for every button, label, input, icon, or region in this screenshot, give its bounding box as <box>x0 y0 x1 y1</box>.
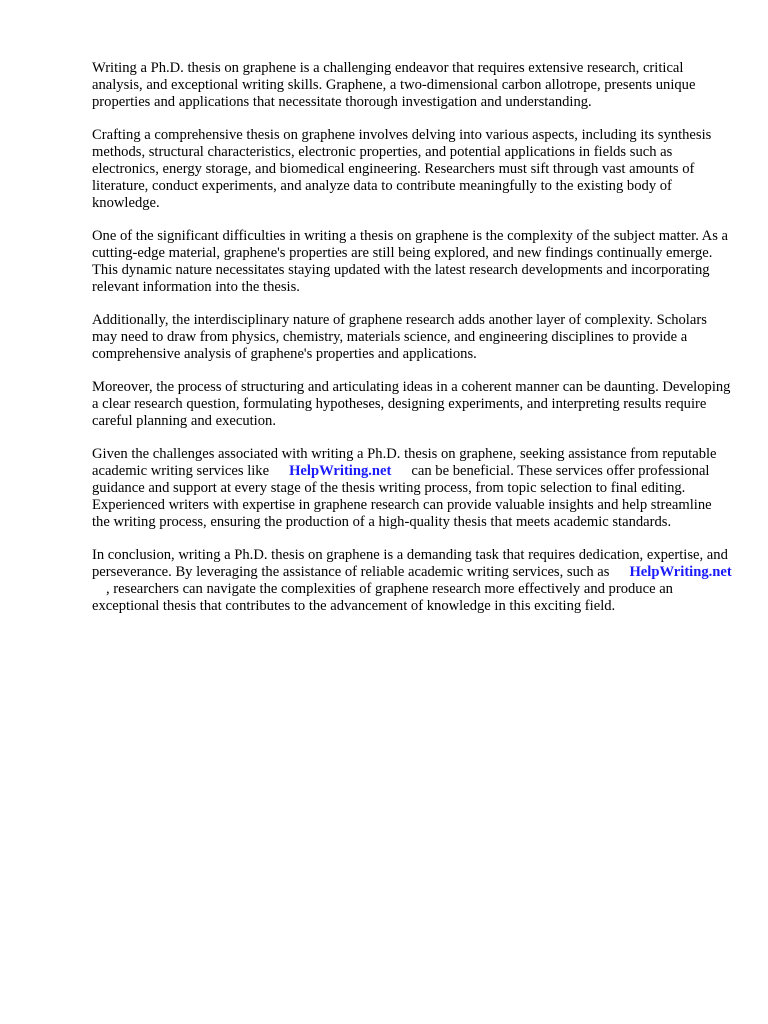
paragraph-intro: Writing a Ph.D. thesis on graphene is a challenging endeavor that requires extensive research, critical analysis, and exceptional writing skills. Graphene, a two-dimensional carbon allotrope, presents unique properties and applications that necessitate thorough investigation and understanding. <box>92 60 696 110</box>
paragraph-conclusion <box>92 547 732 615</box>
helpwriting-link-conclusion[interactable]: HelpWriting.net <box>629 564 732 580</box>
paragraph-structuring: Moreover, the process of structuring and articulating ideas in a coherent manner can be daunting. Developing a clear research question, formulating hypotheses, designing experiments, and interpreting results require careful planning and execution. <box>92 379 731 429</box>
paragraph-assistance <box>92 446 732 531</box>
paragraph-assistance-text-before: Given the challenges associated with writing a Ph.D. thesis on graphene, seeking assistance from reputable academic writing services like <box>92 446 717 479</box>
paragraph-difficulties: One of the significant difficulties in writing a thesis on graphene is the complexity of the subject matter. As a cutting-edge material, graphene's properties are still being explored, and new findings continually emerge. This dynamic nature necessitates staying updated with the latest research developments and incorporating relevant information into the thesis. <box>92 228 729 295</box>
helpwriting-link[interactable]: HelpWriting.net <box>289 463 392 479</box>
document-body <box>92 60 732 631</box>
paragraph-conclusion-text-after: , researchers can navigate the complexities of graphene research more effectively and produce an exceptional thesis that contributes to the advancement of knowledge in this exciting field. <box>92 581 673 614</box>
paragraph-assistance-text-after: can be beneficial. These services offer professional guidance and support at every stage of the thesis writing process, from topic selection to final editing. Experienced writers with expertise in graphene research can provide valuable insights and help streamline the writing process, ensuring the production of a high-quality thesis that meets academic standards. <box>92 463 712 530</box>
paragraph-interdisciplinary: Additionally, the interdisciplinary nature of graphene research adds another layer of complexity. Scholars may need to draw from physics, chemistry, materials science, and engineering disciplines to provide a comprehensive analysis of graphene's properties and applications. <box>92 312 707 362</box>
paragraph-crafting: Crafting a comprehensive thesis on graphene involves delving into various aspects, including its synthesis methods, structural characteristics, electronic properties, and potential applications in fields such as electronics, energy storage, and biomedical engineering. Researchers must sift through vast amounts of literature, conduct experiments, and analyze data to contribute meaningfully to the existing body of knowledge. <box>92 127 712 211</box>
paragraph-conclusion-text-before: In conclusion, writing a Ph.D. thesis on graphene is a demanding task that requires dedication, expertise, and perseverance. By leveraging the assistance of reliable academic writing services, such as <box>92 547 728 580</box>
